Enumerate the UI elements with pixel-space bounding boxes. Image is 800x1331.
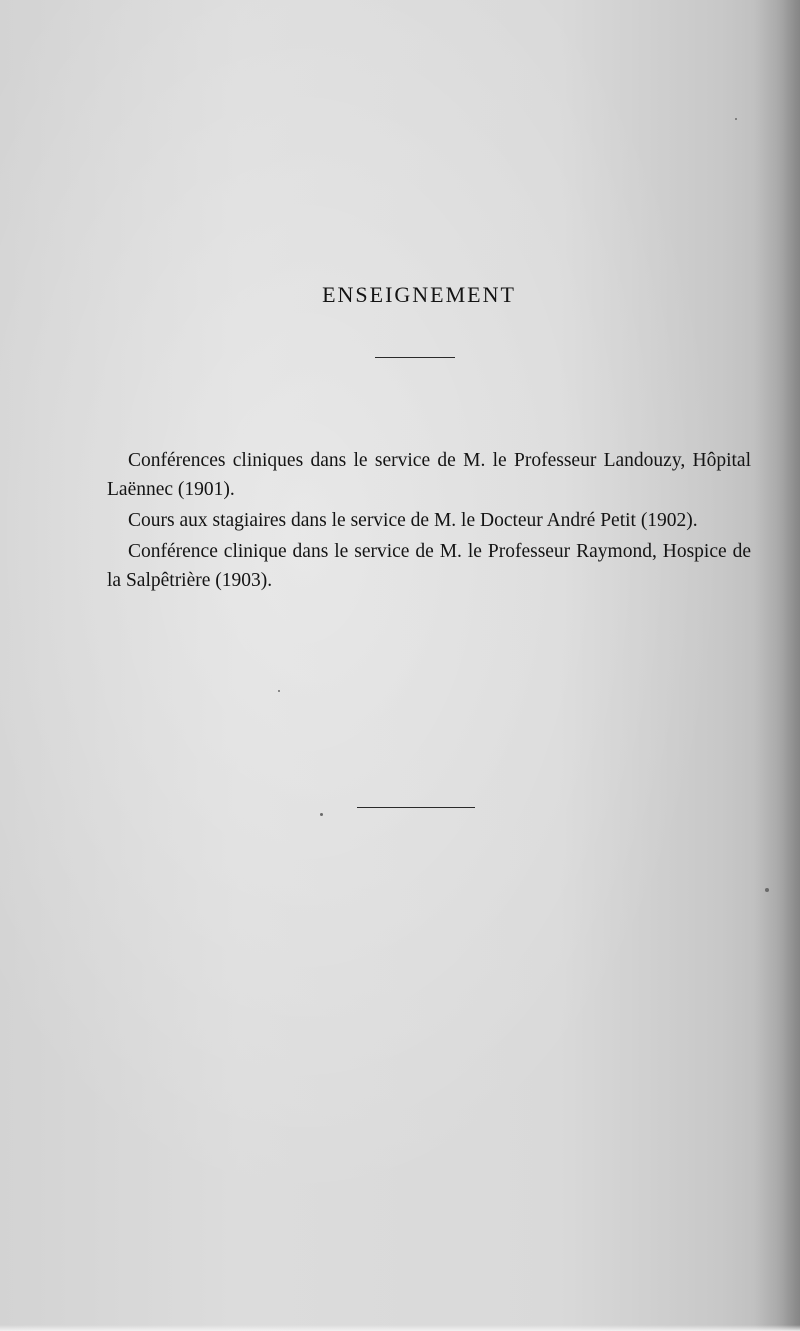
top-divider xyxy=(375,357,455,358)
page-bottom-edge xyxy=(0,1325,800,1331)
ink-speck xyxy=(765,888,769,892)
teaching-entries xyxy=(107,446,751,597)
section-heading: ENSEIGNEMENT xyxy=(322,282,516,307)
entry-1901: Conférences cliniques dans le service de M. le Professeur Landouzy, Hôpital Laënnec (1901). xyxy=(107,450,751,500)
bottom-divider xyxy=(357,807,475,808)
entry-1902: Cours aux stagiaires dans le service de M. le Docteur André Petit (1902). xyxy=(128,510,698,531)
page-edge-shadow xyxy=(754,0,800,1331)
entry-1903: Conférence clinique dans le service de M. le Professeur Raymond, Hospice de la Salpêtrière (1903). xyxy=(107,541,751,591)
ink-speck xyxy=(735,118,737,120)
ink-speck xyxy=(278,690,280,692)
ink-speck xyxy=(320,813,323,816)
